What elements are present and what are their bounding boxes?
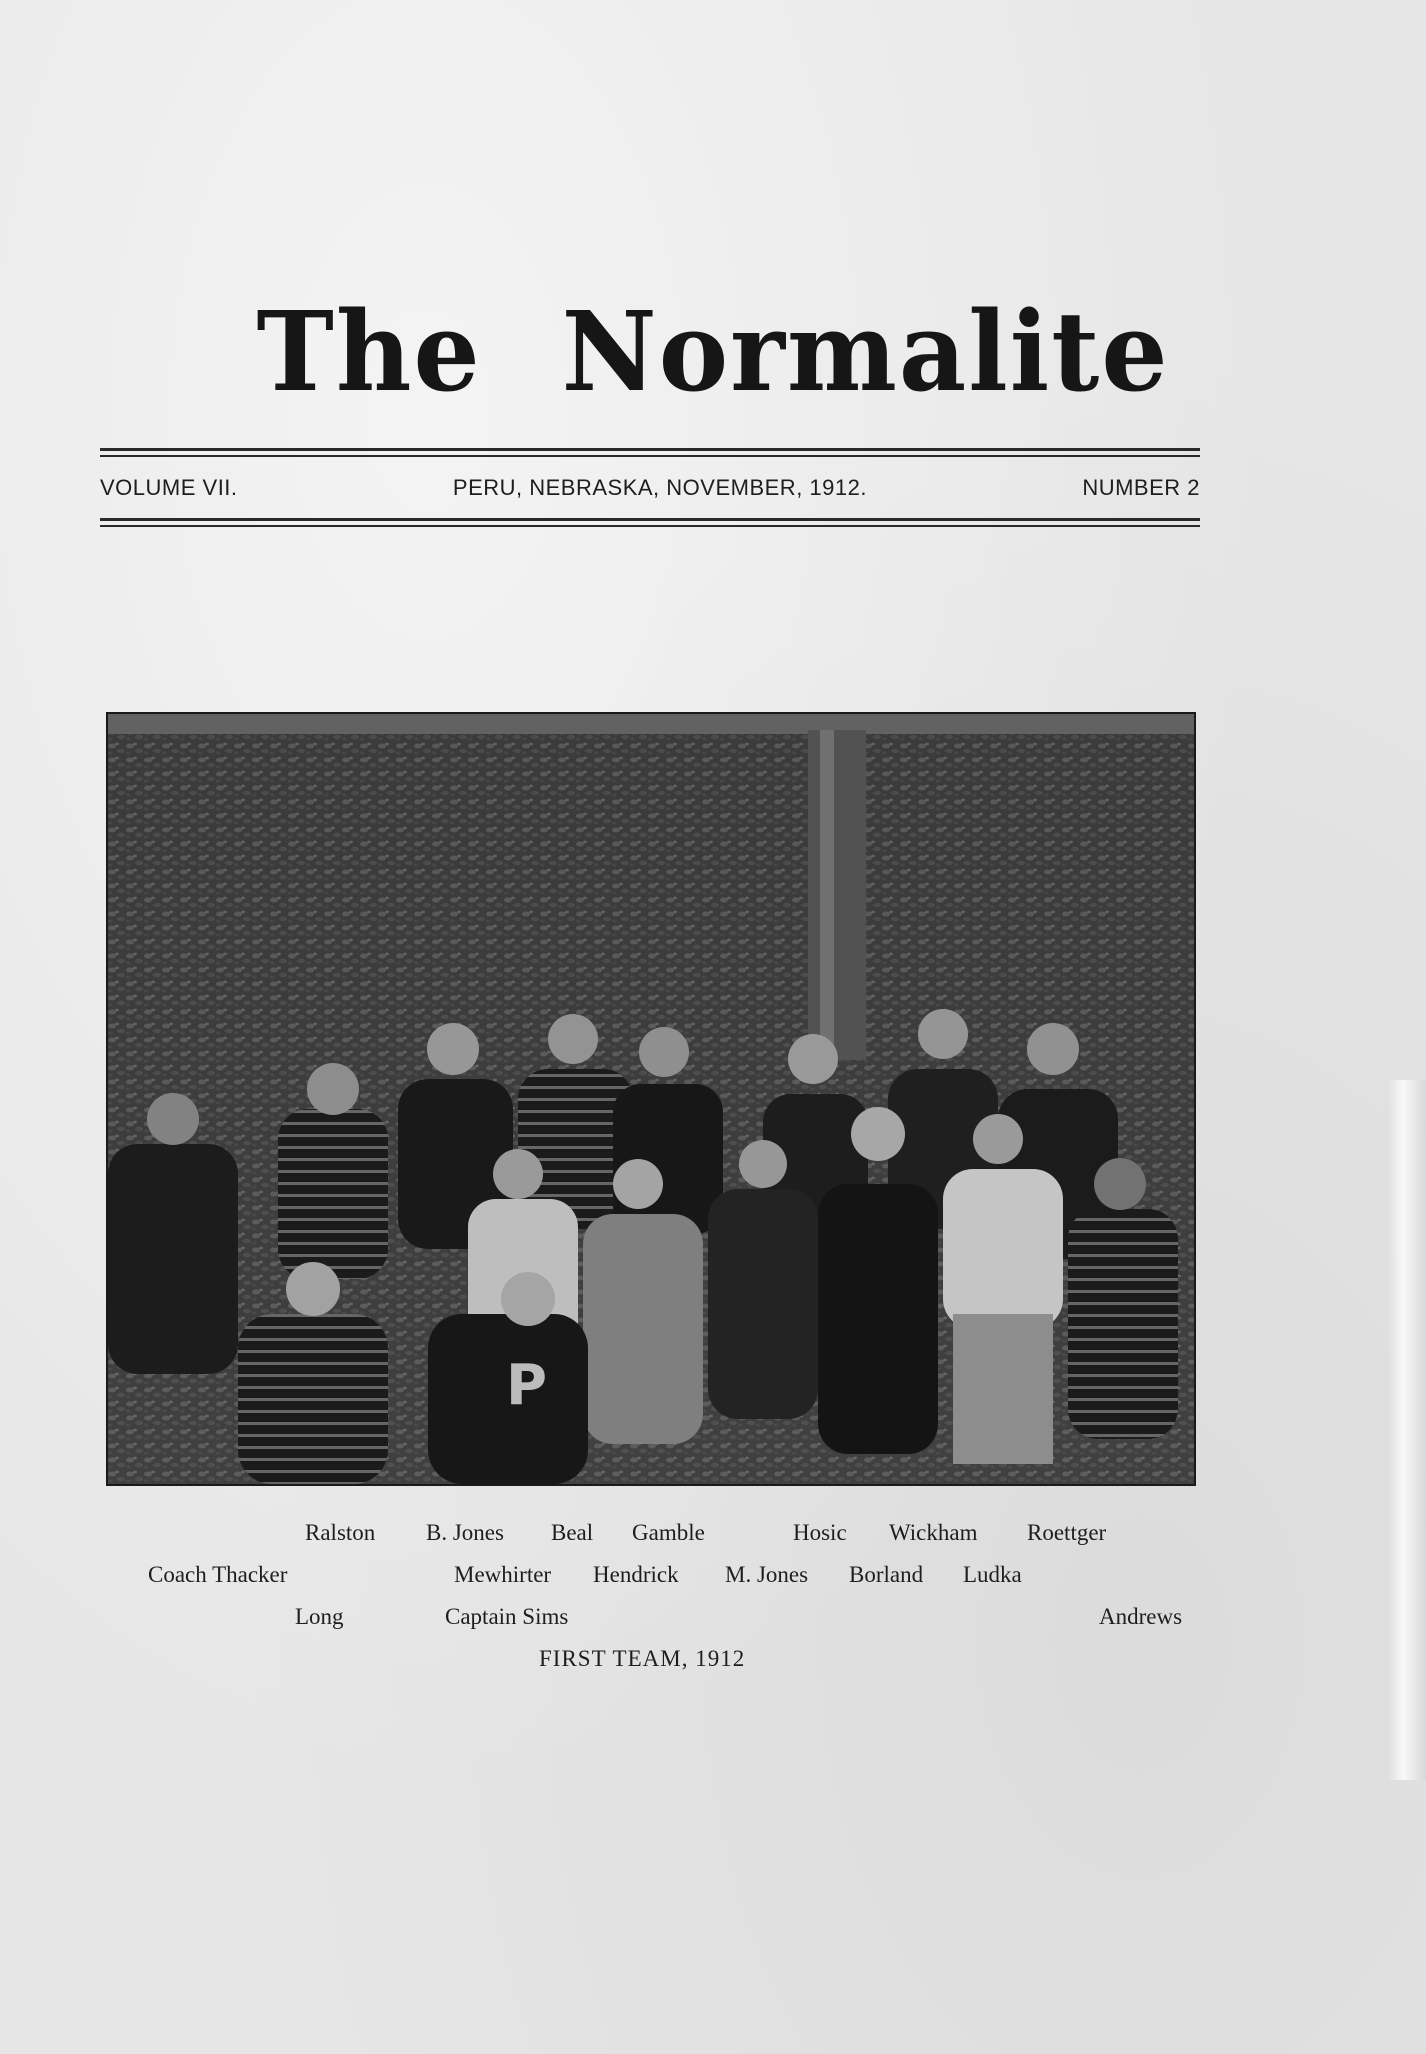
header-rule-top-thin xyxy=(100,455,1200,457)
issue-info-line xyxy=(100,470,1200,506)
page-fold xyxy=(1388,1080,1426,1780)
place-date-label: PERU, NEBRASKA, NOVEMBER, 1912. xyxy=(452,475,867,500)
caption-name: Gamble xyxy=(632,1520,705,1545)
caption-name: Mewhirter xyxy=(454,1562,552,1587)
photo-caption-title: FIRST TEAM, 1912 xyxy=(539,1646,746,1671)
issue-number-label: NUMBER 2 xyxy=(1082,475,1200,500)
caption-name: B. Jones xyxy=(426,1520,504,1545)
masthead-word-the: The xyxy=(256,286,482,417)
jersey-letter: P xyxy=(506,1353,548,1418)
header-rule-top xyxy=(100,448,1200,451)
caption-name: Captain Sims xyxy=(445,1604,569,1629)
caption-name: Hosic xyxy=(793,1520,847,1545)
caption-name: Roettger xyxy=(1027,1520,1107,1545)
team-photograph xyxy=(106,712,1196,1486)
caption-name: Ludka xyxy=(963,1562,1022,1587)
caption-name: Coach Thacker xyxy=(148,1562,288,1587)
caption-name: Ralston xyxy=(305,1520,376,1545)
masthead-word-normalite: Normalite xyxy=(561,286,1170,417)
caption-name: Beal xyxy=(551,1520,594,1545)
header-rule-bottom xyxy=(100,518,1200,521)
caption-name: M. Jones xyxy=(725,1562,809,1587)
masthead-title xyxy=(0,287,1426,416)
header-rule-bottom-thin xyxy=(100,525,1200,527)
caption-name: Borland xyxy=(849,1562,924,1587)
volume-label: VOLUME VII. xyxy=(100,475,238,500)
caption-name: Wickham xyxy=(889,1520,978,1545)
caption-name: Andrews xyxy=(1099,1604,1183,1629)
caption-name: Long xyxy=(295,1604,344,1629)
team-photo-illustration xyxy=(108,714,1194,1484)
caption-name: Hendrick xyxy=(593,1562,679,1587)
